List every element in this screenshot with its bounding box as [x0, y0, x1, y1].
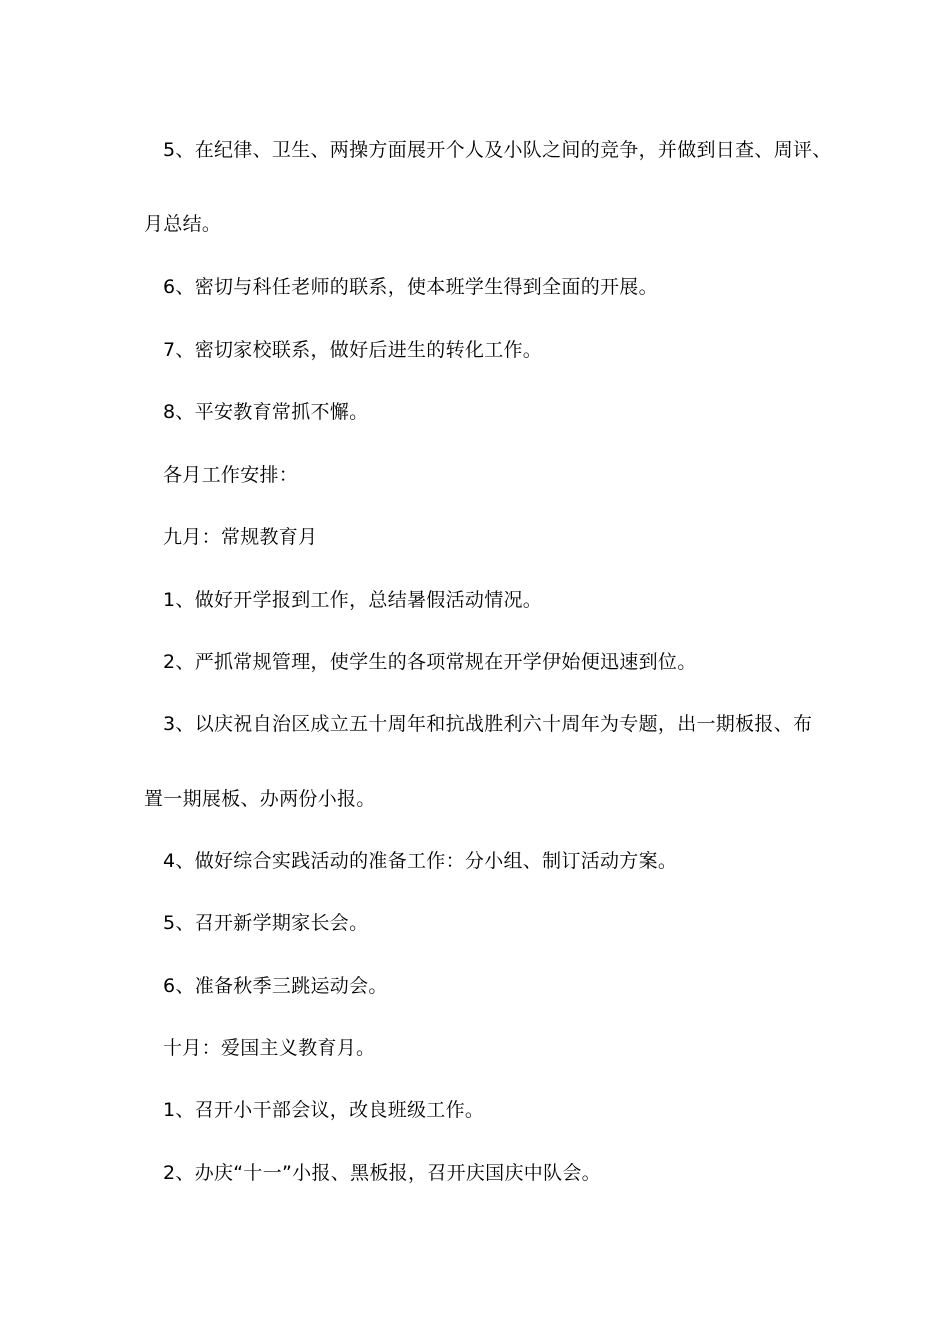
section-heading: 各月工作安排： [163, 464, 299, 486]
paragraph-line: 6、密切与科任老师的联系，使本班学生得到全面的开展。 [163, 276, 658, 298]
paragraph-line: 置一期展板、办两份小报。 [144, 788, 376, 810]
paragraph-line: 4、做好综合实践活动的准备工作：分小组、制订活动方案。 [163, 850, 678, 872]
month-heading: 十月：爱国主义教育月。 [163, 1037, 376, 1059]
paragraph-line: 8、平安教育常抓不懈。 [163, 401, 369, 423]
month-heading: 九月：常规教育月 [163, 526, 318, 548]
paragraph-line: 月总结。 [144, 213, 222, 235]
paragraph-line: 1、做好开学报到工作，总结暑假活动情况。 [163, 589, 543, 611]
paragraph-line: 2、办庆“十一”小报、黑板报，召开庆国庆中队会。 [163, 1162, 601, 1184]
paragraph-line: 2、严抓常规管理，使学生的各项常规在开学伊始便迅速到位。 [163, 651, 697, 673]
paragraph-line: 7、密切家校联系，做好后进生的转化工作。 [163, 339, 543, 361]
paragraph-line: 5、召开新学期家长会。 [163, 912, 369, 934]
paragraph-line: 3、以庆祝自治区成立五十周年和抗战胜利六十周年为专题，出一期板报、布 [163, 713, 813, 735]
paragraph-line: 5、在纪律、卫生、两操方面展开个人及小队之间的竞争，并做到日查、周评、 [163, 139, 832, 161]
paragraph-line: 6、准备秋季三跳运动会。 [163, 975, 388, 997]
paragraph-line: 1、召开小干部会议，改良班级工作。 [163, 1099, 485, 1121]
